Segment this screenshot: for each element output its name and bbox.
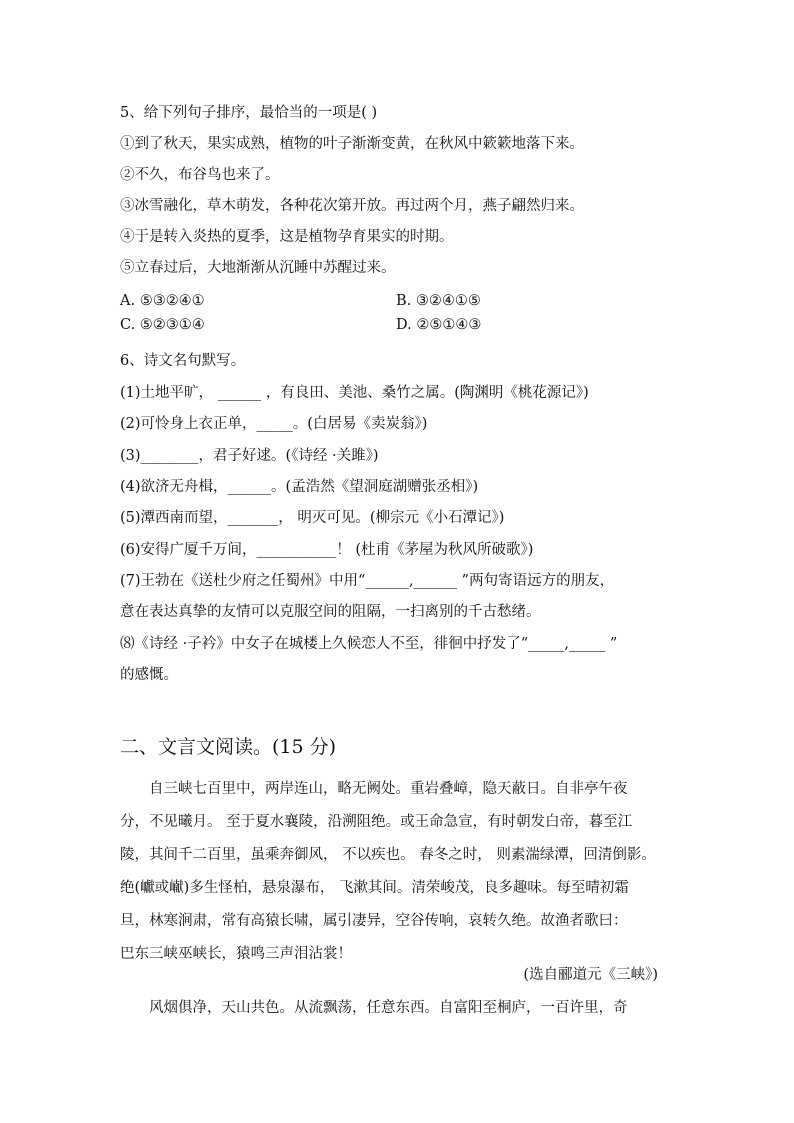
dictation-item-3: (3)________，君子好逑。(《诗经 ·关雎》) xyxy=(120,448,379,464)
passage-line: 巴东三峡巫峡长，猿鸣三声泪沾裳！ xyxy=(120,946,352,962)
passage-2-line: 风烟俱净，天山共色。从流飘荡，任意东西。自富阳至桐庐，一百许里，奇 xyxy=(149,1000,628,1016)
dictation-item-2: (2)可怜身上衣正单，_____。(白居易《卖炭翁》) xyxy=(120,416,428,432)
dictation-item-7-line2: 意在表达真挚的友情可以克服空间的阻隔，一扫离别的千古愁绪。 xyxy=(120,604,541,620)
sentence-2: ②不久，布谷鸟也来了。 xyxy=(120,167,280,183)
passage-source: (选自郦道元《三峡》) xyxy=(523,967,658,983)
dictation-item-8-line1: ⑻《诗经 ·子衿》中女子在城楼上久候恋人不至，徘徊中抒发了“_____,_____ ” xyxy=(120,636,618,652)
passage-line: 陵，其间千二百里，虽乘奔御风， 不以疾也。 春冬之时， 则素湍绿潭，回清倒影。 xyxy=(120,847,656,863)
passage-line: 绝(巘或𪩘)多生怪柏，悬泉瀑布， 飞漱其间。清荣峻茂，良多趣味。每至晴初霜 xyxy=(120,880,629,896)
dictation-item-7-line1: (7)王勃在《送杜少府之任蜀州》中用“______,______ ”两句寄语远方的朋友， xyxy=(120,573,615,589)
passage-line: 分，不见曦月。 至于夏水襄陵，沿溯阻绝。或王命急宣，有时朝发白帝，暮至江 xyxy=(120,814,633,830)
dictation-item-5: (5)潭西南而望，_______， 明灭可见。(柳宗元《小石潭记》) xyxy=(120,510,505,526)
dictation-item-4: (4)欲济无舟楫，______。(孟浩然《望洞庭湖赠张丞相》) xyxy=(120,479,479,495)
dictation-item-1: (1)土地平旷， ______ ，有良田、美池、桑竹之属。(陶渊明《桃花源记》) xyxy=(120,385,589,401)
dictation-item-8-line2: 的感慨。 xyxy=(120,667,178,683)
passage-line: 自三峡七百里中，两岸连山，略无阙处。重岩叠嶂，隐天蔽日。自非亭午夜 xyxy=(149,781,628,797)
sentence-5: ⑤立春过后，大地渐渐从沉睡中苏醒过来。 xyxy=(120,260,396,276)
question-6-stem: 6、诗文名句默写。 xyxy=(120,353,246,369)
section-2-heading: 二、文言文阅读。(15 分) xyxy=(120,736,337,758)
sentence-3: ③冰雪融化，草木萌发，各种花次第开放。再过两个月，燕子翩然归来。 xyxy=(120,198,584,214)
option-a: A. ⑤③②④① xyxy=(120,293,205,309)
sentence-1: ①到了秋天，果实成熟，植物的叶子渐渐变黄，在秋风中簌簌地落下来。 xyxy=(120,136,584,152)
option-b: B. ③②④①⑤ xyxy=(396,293,481,309)
dictation-item-6: (6)安得广厦千万间，___________！ (杜甫《茅屋为秋风所破歌》) xyxy=(120,542,534,558)
question-5-stem: 5、给下列句子排序，最恰当的一项是( ) xyxy=(120,105,378,121)
option-c: C. ⑤②③①④ xyxy=(120,317,205,333)
sentence-4: ④于是转入炎热的夏季，这是植物孕育果实的时期。 xyxy=(120,229,454,245)
option-d: D. ②⑤①④③ xyxy=(396,317,482,333)
passage-line: 旦，林寒涧肃，常有高猿长啸，属引凄异，空谷传响，哀转久绝。故渔者歌曰： xyxy=(120,913,628,929)
